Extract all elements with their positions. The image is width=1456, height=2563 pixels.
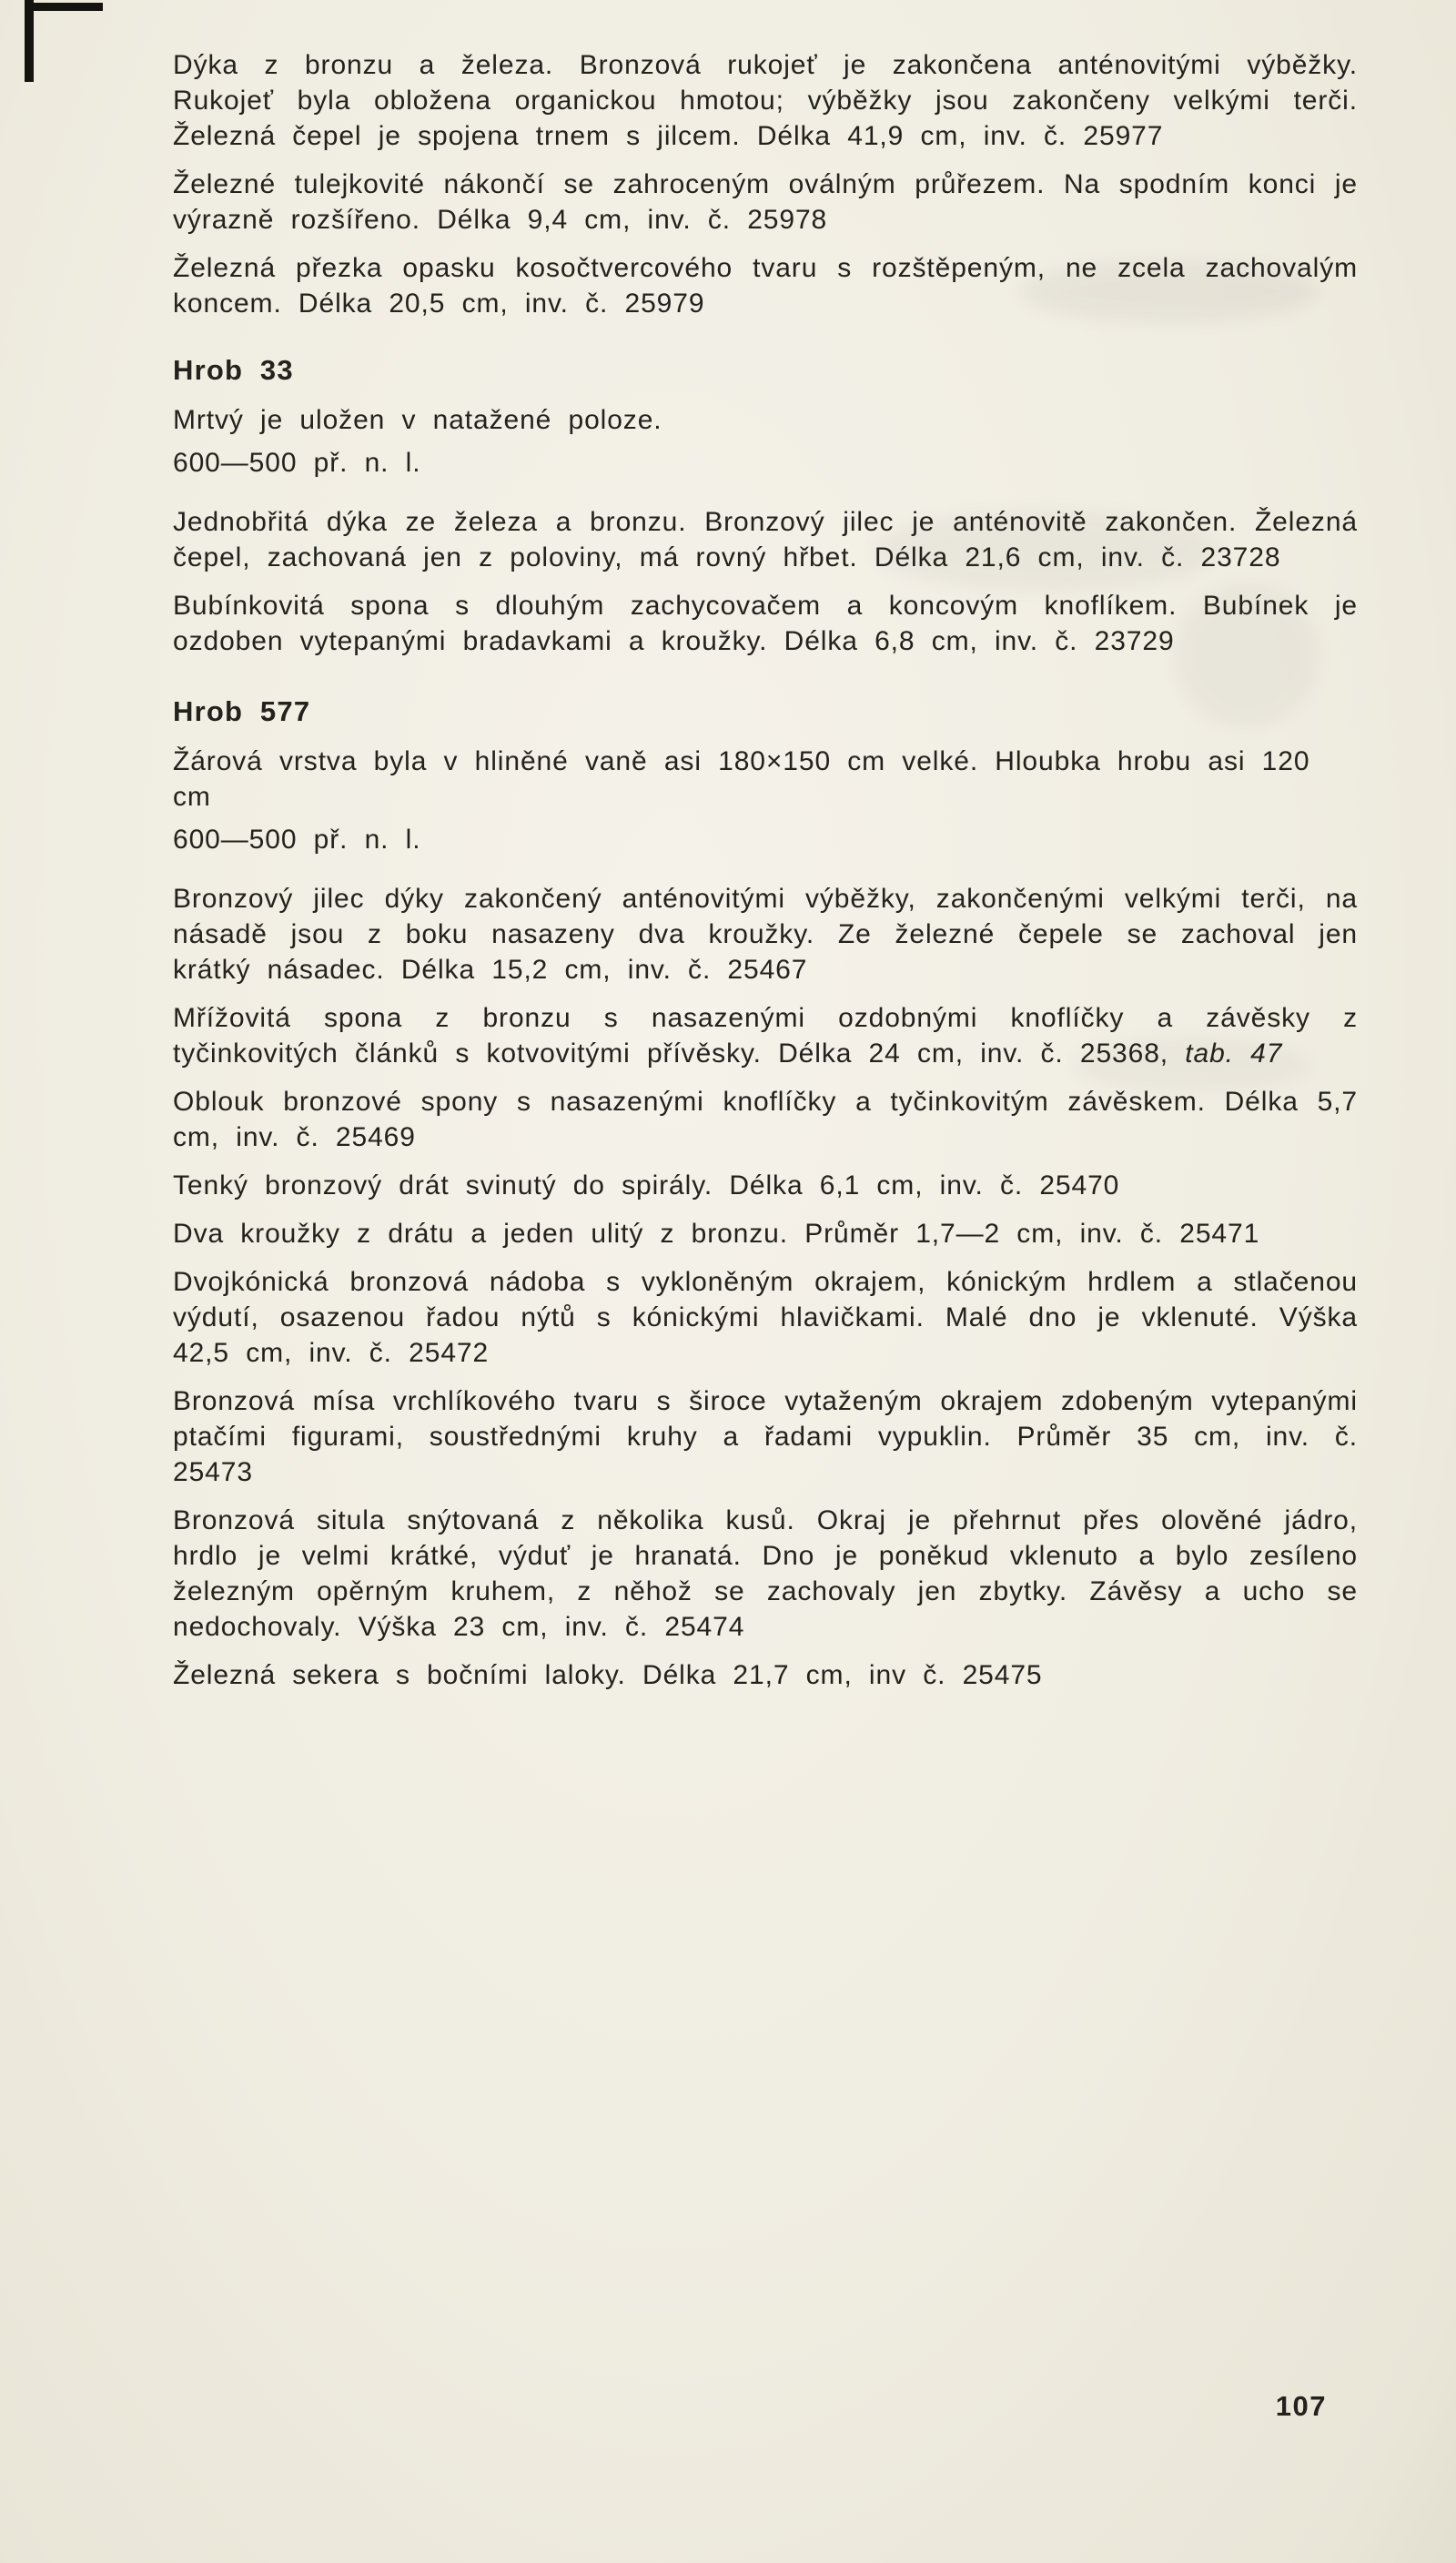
paragraph-two-rings: Dva kroužky z drátu a jeden ulitý z bronzu. Průměr 1,7—2 cm, inv. č. 25471 xyxy=(173,1219,1260,1249)
paragraph-text: Mřížovitá spona z bronzu s nasazenými ozdobnými knoflíčky a závěsky z tyčinkovitých článků s kotvovitými přívěsky. Délka 24 cm, inv. č. 25368, xyxy=(173,1003,1358,1069)
grave-heading-hrob-577: Hrob 577 xyxy=(173,695,311,727)
grave-heading-hrob-33: Hrob 33 xyxy=(173,354,294,386)
paragraph-lattice-fibula xyxy=(173,1000,1358,1071)
paragraph-bronze-bowl: Bronzová mísa vrchlíkového tvaru s široce vytaženým okrajem zdobeným vytepanými ptačími figurami, soustřednými kruhy a řadami vypuklin. Průměr 35 cm, inv. č. 25473 xyxy=(173,1386,1358,1487)
paragraph-iron-belt-buckle: Železná přezka opasku kosočtvercového tvaru s rozštěpeným, ne zcela zachovalým koncem. Délka 20,5 cm, inv. č. 25979 xyxy=(173,253,1358,319)
paragraph-cremation-layer: Žárová vrstva byla v hliněné vaně asi 180×150 cm velké. Hloubka hrobu asi 120 cm xyxy=(173,746,1310,812)
paragraph-dagger-bronze-iron: Dýka z bronzu a železa. Bronzová rukojeť je zakončena anténovitými výběžky. Rukojeť byla obložena organickou hmotou; výběžky jsou zakončeny velkými terči. Železná čepel je spojena trnem s jilcem. Délka 41,9 cm, inv. č. 25977 xyxy=(173,50,1358,151)
scan-corner-mark-horizontal xyxy=(25,3,103,11)
paragraph-bronze-situla: Bronzová situla snýtovaná z několika kusů. Okraj je přehrnut přes olověné jádro, hrdlo je velmi krátké, výduť je hranatá. Dno je poněkud vklenuto a bylo zesíleno železným opěrným kruhem, z něhož se zachovaly jen zbytky. Závěsy a ucho se nedochovaly. Výška 23 cm, inv. č. 25474 xyxy=(173,1505,1358,1642)
paragraph-single-edged-dagger: Jednobřitá dýka ze železa a bronzu. Bronzový jilec je anténovitě zakončen. Železná čepel, zachovaná jen z poloviny, má rovný hřbet. Délka 21,6 cm, inv. č. 23728 xyxy=(173,507,1358,572)
paragraph-dating-hrob-577: 600—500 př. n. l. xyxy=(173,825,421,855)
paragraph-iron-chape: Železné tulejkovité nákončí se zahroceným oválným průřezem. Na spodním konci je výrazně rozšířeno. Délka 9,4 cm, inv. č. 25978 xyxy=(173,169,1358,235)
paragraph-drum-fibula: Bubínkovitá spona s dlouhým zachycovačem a koncovým knoflíkem. Bubínek je ozdoben vytepanými bradavkami a kroužky. Délka 6,8 cm, inv. č. 23729 xyxy=(173,591,1358,656)
table-reference: tab. 47 xyxy=(1185,1038,1283,1069)
paragraph-spiral-wire: Tenký bronzový drát svinutý do spirály. Délka 6,1 cm, inv. č. 25470 xyxy=(173,1170,1120,1200)
paragraph-fibula-bow: Oblouk bronzové spony s nasazenými knoflíčky a tyčinkovitým závěskem. Délka 5,7 cm, inv. č. 25469 xyxy=(173,1087,1358,1152)
paragraph-biconical-vessel: Dvojkónická bronzová nádoba s vykloněným okrajem, kónickým hrdlem a stlačenou výdutí, osazenou řadou nýtů s kónickými hlavičkami. Malé dno je vklenuté. Výška 42,5 cm, inv. č. 25472 xyxy=(173,1267,1358,1368)
scan-corner-mark-vertical xyxy=(25,0,34,82)
paragraph-iron-axe: Železná sekera s bočními laloky. Délka 21,7 cm, inv č. 25475 xyxy=(173,1660,1043,1690)
page-number: 107 xyxy=(1275,2390,1327,2422)
paragraph-dating-hrob-33: 600—500 př. n. l. xyxy=(173,448,421,478)
paragraph-bronze-dagger-hilt: Bronzový jilec dýky zakončený anténovitými výběžky, zakončenými velkými terči, na násadě jsou z boku nasazeny dva kroužky. Ze železné čepele se zachoval jen krátký násadec. Délka 15,2 cm, inv. č. 25467 xyxy=(173,884,1358,985)
page-text-column xyxy=(173,47,1358,1706)
paragraph-burial-position: Mrtvý je uložen v natažené poloze. xyxy=(173,405,662,435)
